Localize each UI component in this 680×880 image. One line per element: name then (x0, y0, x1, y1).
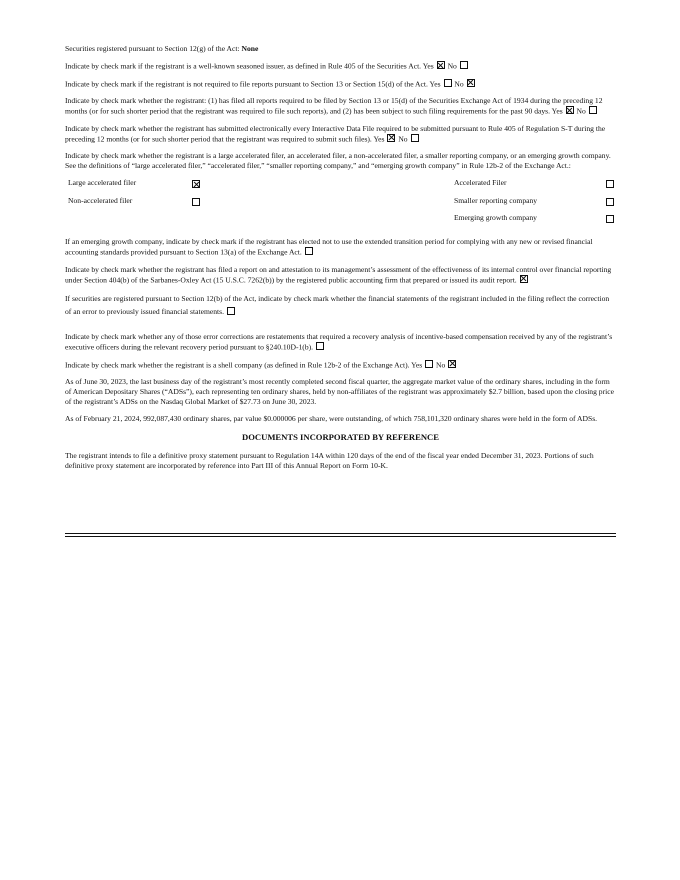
interactive-data-line (65, 124, 616, 145)
interactive-data-no-label: No (398, 134, 408, 143)
not-required-yes-checkbox[interactable] (444, 79, 452, 87)
documents-incorporated-heading: DOCUMENTS INCORPORATED BY REFERENCE (242, 432, 439, 442)
filer-status-table (65, 178, 616, 231)
wksi-yes-checkbox[interactable] (437, 61, 445, 69)
smaller-reporting-company-label: Smaller reporting company (454, 196, 538, 205)
emerging-growth-company-label: Emerging growth company (454, 213, 537, 222)
section-12g-text: Securities registered pursuant to Section 12(g) of the Act: (65, 44, 242, 53)
restatements-line (65, 332, 616, 353)
large-accelerated-filer-checkbox[interactable] (192, 180, 200, 188)
restatements-checkbox[interactable] (316, 342, 324, 350)
cover-page (65, 44, 616, 478)
shell-company-line (65, 360, 616, 371)
wksi-text: Indicate by check mark if the registrant is a well-known seasoned issuer, as defined in Rule 405 of the Securities Act. Yes (65, 61, 434, 71)
filer-intro: Indicate by check mark whether the registrant is a large accelerated filer, an accelerated filer, a non-accelerated filer, a smaller reporting company, or an emerging growth company. See the definitions of “large accelerated filer,” “accelerated filer,” “smaller reporting company,” and “emerging growth company” in Rule 12b-2 of the Exchange Act.: (65, 151, 611, 170)
icfr-line (65, 265, 616, 286)
transition-period-checkbox[interactable] (305, 247, 313, 255)
section-12g-value: None (241, 44, 259, 53)
large-accelerated-filer-label: Large accelerated filer (68, 178, 137, 187)
error-correction-line (65, 292, 616, 318)
icfr-text: Indicate by check mark whether the registrant has filed a report on and attestation to its management’s assessment of the effectiveness of its internal control over financial reporting under Section 404(b) of the Sarbanes-Oxley Act (15 U.S.C. 7262(b)) by the registered public accounting firm that prepared or issued its audit report. (65, 264, 612, 284)
restatements-text: Indicate by check mark whether any of those error corrections are restatements that required a recovery analysis of incentive-based compensation received by any of the registrant’s executive officers during the relevant recovery period pursuant to §240.10D-1(b). (65, 332, 613, 352)
not-required-no-label: No (454, 79, 464, 88)
wksi-line (65, 61, 616, 72)
transition-period-text: If an emerging growth company, indicate by check mark if the registrant has elected not to use the extended transition period for complying with any new or revised financial accounting standards provided pursuant to Section 13(a) of the Exchange Act. (65, 237, 593, 257)
wksi-no-label: No (447, 61, 457, 71)
filed-reports-no-checkbox[interactable] (589, 106, 597, 114)
shell-company-no-label: No (436, 360, 446, 369)
shares-outstanding-paragraph: As of February 21, 2024, 992,087,430 ordinary shares, par value $0.000006 per share, were outstanding, of which 758,101,320 ordinary shares were held in the form of ADSs. (65, 414, 598, 423)
not-required-no-checkbox[interactable] (467, 79, 475, 87)
accelerated-filer-checkbox[interactable] (606, 180, 614, 188)
error-correction-text: If securities are registered pursuant to Section 12(b) of the Act, indicate by check mark whether the financial statements of the registrant included in the filing reflect the correction of an error to previously issued financial statements. (65, 294, 610, 316)
non-accelerated-filer-checkbox[interactable] (192, 198, 200, 206)
documents-incorporated-paragraph: The registrant intends to file a definitive proxy statement pursuant to Regulation 14A within 120 days of the end of the fiscal year ended December 31, 2023. Portions of such definitive proxy statement are incorporated by reference into Part III of this Annual Report on Form 10-K. (65, 451, 594, 470)
smaller-reporting-company-checkbox[interactable] (606, 198, 614, 206)
non-accelerated-filer-label: Non-accelerated filer (68, 196, 133, 205)
filed-reports-no-label: No (576, 106, 586, 116)
shell-company-text: Indicate by check mark whether the registrant is a shell company (as defined in Rule 12b-2 of the Exchange Act). Yes (65, 360, 423, 369)
transition-period-line (65, 237, 616, 258)
interactive-data-no-checkbox[interactable] (411, 134, 419, 142)
filed-reports-line (65, 96, 616, 117)
icfr-checkbox[interactable] (520, 275, 528, 283)
divider-rule-bottom (65, 536, 616, 537)
wksi-no-checkbox[interactable] (460, 61, 468, 69)
not-required-text: Indicate by check mark if the registrant is not required to file reports pursuant to Section 13 or Section 15(d) of the Act. Yes (65, 79, 441, 88)
interactive-data-text: Indicate by check mark whether the registrant has submitted electronically every Interactive Data File required to be submitted pursuant to Rule 405 of Regulation S-T during the preceding 12 months (or for such shorter period that the registrant was required to submit such files). Yes (65, 123, 606, 143)
filed-reports-yes-checkbox[interactable] (566, 106, 574, 114)
error-correction-checkbox[interactable] (227, 307, 235, 315)
section-12g-line (65, 44, 616, 54)
filed-reports-text: Indicate by check mark whether the registrant: (1) has filed all reports required to be filed by Section 13 or 15(d) of the Securities Exchange Act of 1934 during the preceding 12 months (or for such shorter period that the registrant was required to file such reports), and (2) has been subject to such filing requirements for the past 90 days. Yes (65, 96, 603, 116)
interactive-data-yes-checkbox[interactable] (387, 134, 395, 142)
emerging-growth-company-checkbox[interactable] (606, 215, 614, 223)
accelerated-filer-label: Accelerated Filer (454, 178, 507, 187)
divider-rule-top (65, 533, 616, 534)
shell-company-yes-checkbox[interactable] (425, 360, 433, 368)
shell-company-no-checkbox[interactable] (448, 360, 456, 368)
market-value-paragraph: As of June 30, 2023, the last business day of the registrant’s most recently completed second fiscal quarter, the aggregate market value of the ordinary shares, including in the form of American Depositary Shares (“ADSs”), each representing ten ordinary shares, held by non-affiliates of the registrant was approximately $2.7 billion, based upon the closing price of the registrant’s ADSs on the Nasdaq Global Market of $27.73 on June 30, 2023. (65, 377, 614, 406)
not-required-line (65, 79, 616, 90)
